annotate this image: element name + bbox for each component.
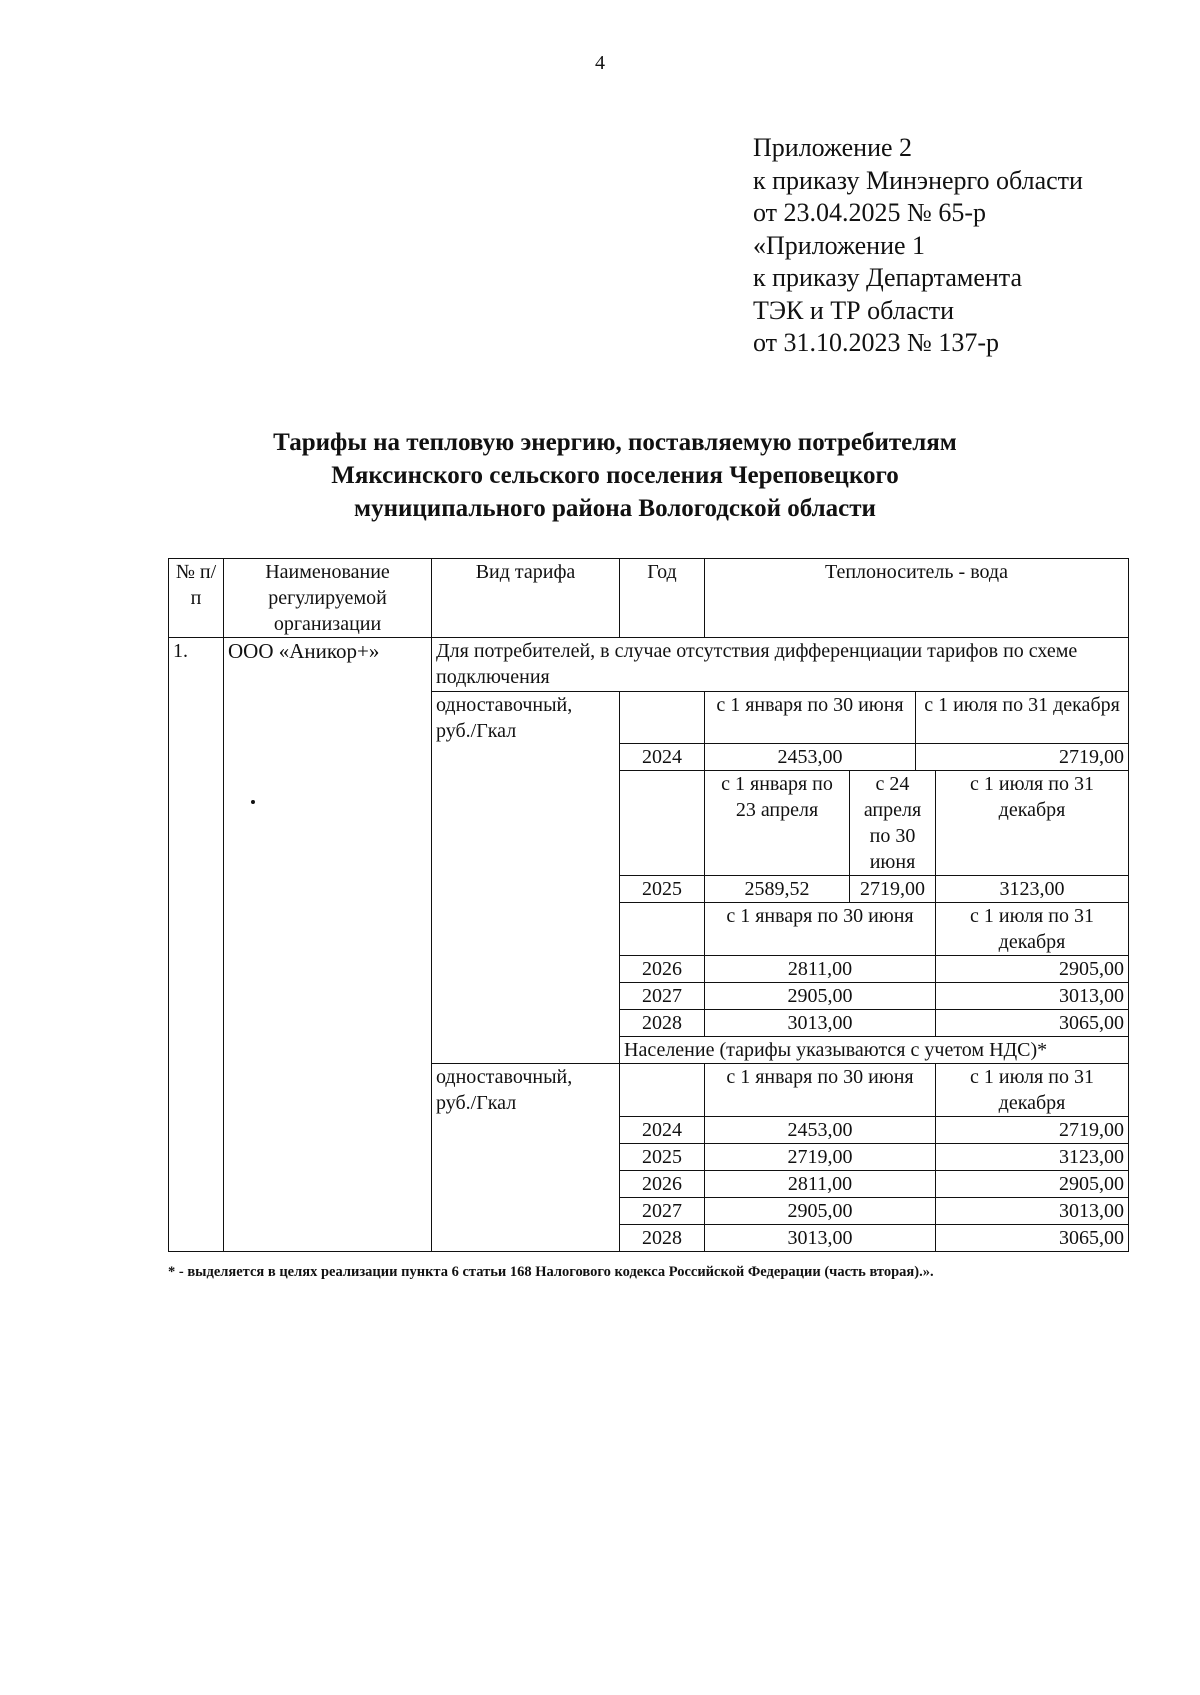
title-line: Тарифы на тепловую энергию, поставляемую потребителям xyxy=(273,429,957,456)
year-cell: 2025 xyxy=(620,876,705,903)
period-h2: с 1 июля по 31 декабря xyxy=(936,903,1129,956)
header-num: № п/п xyxy=(169,559,224,638)
value-cell: 2453,00 xyxy=(705,1117,936,1144)
value-cell: 2905,00 xyxy=(705,1198,936,1225)
period-h1: с 1 января по 30 июня xyxy=(705,903,936,956)
year-cell: 2025 xyxy=(620,1144,705,1171)
value-cell: 2719,00 xyxy=(936,1117,1129,1144)
year-cell: 2026 xyxy=(620,1171,705,1198)
appendix-line: к приказу Департамента xyxy=(753,263,1023,292)
appendix-header xyxy=(753,132,1083,360)
appendix-line: Приложение 2 xyxy=(753,133,913,162)
value-cell: 2905,00 xyxy=(936,1171,1129,1198)
appendix-line: от 23.04.2025 № 65-р xyxy=(753,198,986,227)
empty-cell xyxy=(620,692,705,744)
period-3b: с 24 апреля по 30 июня xyxy=(850,771,936,876)
year-cell: 2028 xyxy=(620,1010,705,1037)
tariff-table xyxy=(168,558,1129,1252)
value-cell: 3065,00 xyxy=(936,1010,1129,1037)
appendix-line: «Приложение 1 xyxy=(753,230,926,260)
value-cell: 3013,00 xyxy=(705,1010,936,1037)
section1-tariff-type: одноставочный, руб./Гкал xyxy=(432,692,620,1064)
value-cell: 2811,00 xyxy=(705,956,936,983)
value-cell: 3013,00 xyxy=(936,983,1129,1010)
row-number: 1. xyxy=(169,638,224,1252)
year-cell: 2027 xyxy=(620,983,705,1010)
footnote: * - выделяется в целях реализации пункта 6 статьи 168 Налогового кодекса Российской Федерации (часть вторая).». xyxy=(168,1264,934,1280)
value-cell: 3065,00 xyxy=(936,1225,1129,1252)
header-carrier: Теплоноситель - вода xyxy=(705,559,1129,638)
header-year: Год xyxy=(620,559,705,638)
year-cell: 2028 xyxy=(620,1225,705,1252)
period-h2: с 1 июля по 31 декабря xyxy=(916,692,1129,744)
value-cell: 2905,00 xyxy=(936,956,1129,983)
page-number: 4 xyxy=(595,52,605,74)
appendix-line: от 31.10.2023 № 137-р xyxy=(753,328,999,357)
value-cell: 2719,00 xyxy=(705,1144,936,1171)
appendix-line: к приказу Минэнерго области xyxy=(753,165,1083,195)
year-cell: 2024 xyxy=(620,744,705,771)
value-cell: 2719,00 xyxy=(916,744,1129,771)
title-line: Мяксинского сельского поселения Череповецкого xyxy=(331,462,899,489)
org-name: ООО «Аникор+» xyxy=(224,638,432,1252)
appendix-line: ТЭК и ТР области xyxy=(753,295,955,325)
period-h1: с 1 января по 30 июня xyxy=(705,692,916,744)
value-cell: 3013,00 xyxy=(936,1198,1129,1225)
header-row xyxy=(169,559,1129,638)
year-cell: 2026 xyxy=(620,956,705,983)
year-cell: 2027 xyxy=(620,1198,705,1225)
document-title xyxy=(150,426,1080,525)
section2-label: Население (тарифы указываются с учетом НДС)* xyxy=(620,1037,1129,1064)
empty-cell xyxy=(620,771,705,876)
section1-label: Для потребителей, в случае отсутствия дифференциации тарифов по схеме подключения xyxy=(432,638,1129,692)
section-row xyxy=(169,638,1129,692)
value-cell: 3123,00 xyxy=(936,876,1129,903)
value-cell: 3013,00 xyxy=(705,1225,936,1252)
value-cell: 2589,52 xyxy=(705,876,850,903)
period-3c: с 1 июля по 31 декабря xyxy=(936,771,1129,876)
empty-cell xyxy=(620,1064,705,1117)
period-3a: с 1 января по 23 апреля xyxy=(705,771,850,876)
year-cell: 2024 xyxy=(620,1117,705,1144)
section2-tariff-type: одноставочный, руб./Гкал xyxy=(432,1064,620,1252)
value-cell: 3123,00 xyxy=(936,1144,1129,1171)
period-h2: с 1 июля по 31 декабря xyxy=(936,1064,1129,1117)
title-line: муниципального района Вологодской области xyxy=(354,495,876,522)
value-cell: 2453,00 xyxy=(705,744,916,771)
header-type: Вид тарифа xyxy=(432,559,620,638)
value-cell: 2905,00 xyxy=(705,983,936,1010)
empty-cell xyxy=(620,903,705,956)
value-cell: 2811,00 xyxy=(705,1171,936,1198)
period-h1: с 1 января по 30 июня xyxy=(705,1064,936,1117)
header-org: Наименование регулируемой организации xyxy=(224,559,432,638)
value-cell: 2719,00 xyxy=(850,876,936,903)
